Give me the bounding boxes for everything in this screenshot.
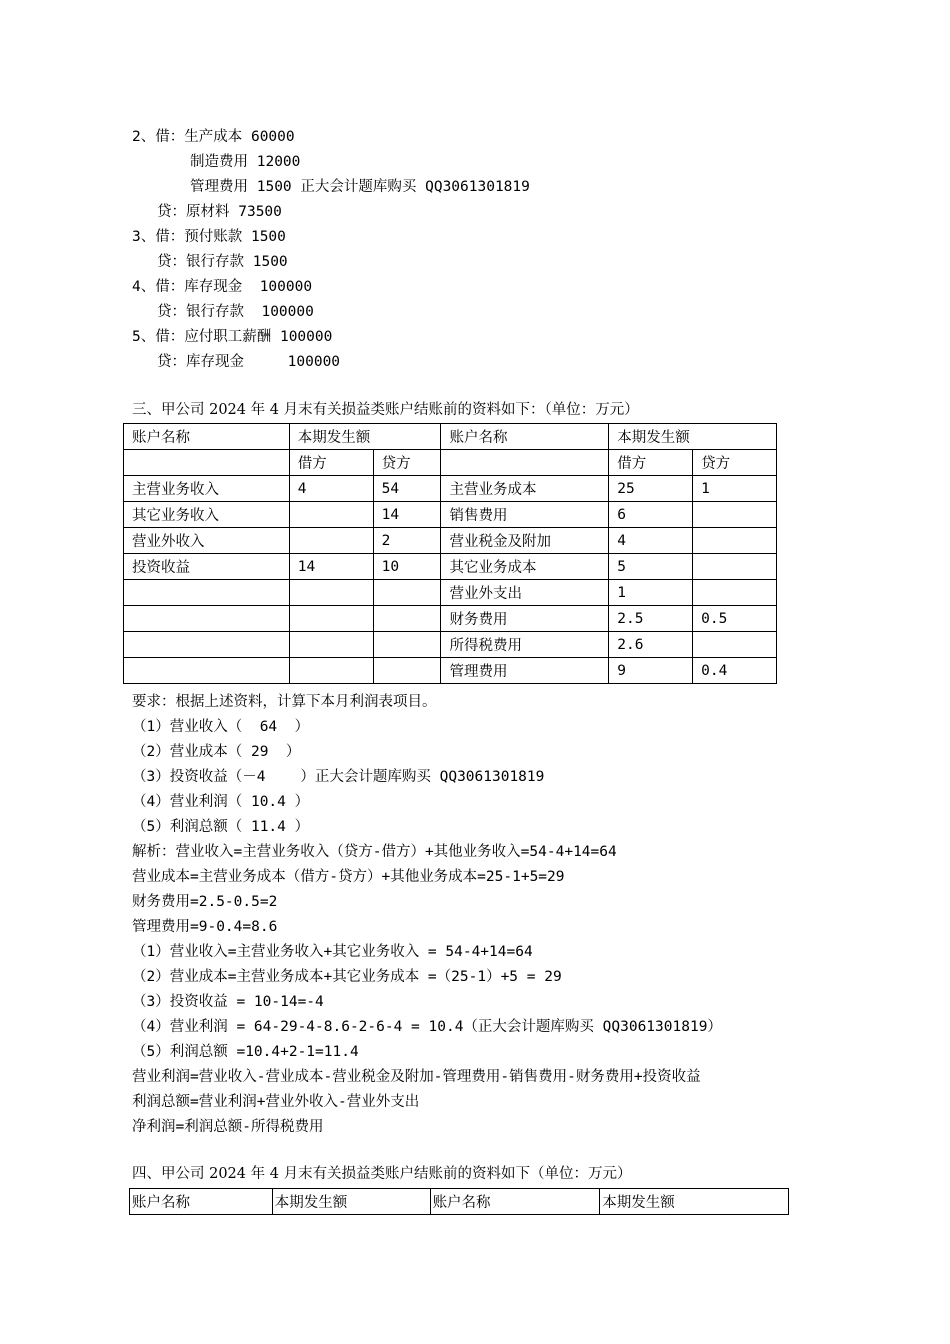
entry-line: 4、借：库存现金 100000 — [132, 279, 313, 295]
answer-line: （5）利润总额 =10.4+2-1=11.4 — [132, 1044, 359, 1060]
answer-line: （2）营业成本=主营业务成本+其它业务成本 =（25-1）+5 = 29 — [132, 969, 562, 985]
cell: 主营业务成本 — [441, 476, 609, 502]
table-row — [124, 632, 777, 658]
table-subheader-row — [124, 450, 777, 476]
col-header: 本期发生额 — [272, 1189, 430, 1215]
answer-line: （1）营业收入=主营业务收入+其它业务收入 = 54-4+14=64 — [132, 944, 533, 960]
answer-line: 管理费用=9-0.4=8.6 — [132, 919, 278, 935]
cell: 9 — [609, 658, 693, 684]
cell — [693, 502, 777, 528]
answer-line: 营业成本=主营业务成本（借方-贷方）+其他业务成本=25-1+5=29 — [132, 869, 565, 885]
entry-line: 贷：库存现金 100000 — [157, 354, 341, 370]
answer-line: （2）营业成本（ 29 ） — [132, 744, 301, 760]
col-header: 本期发生额 — [609, 424, 777, 450]
cell: 投资收益 — [124, 554, 290, 580]
cell: 1 — [693, 476, 777, 502]
cell — [124, 580, 290, 606]
answer-line: 解析：营业收入=主营业务收入（贷方-借方）+其他业务收入=54-4+14=64 — [132, 844, 617, 860]
cell — [693, 632, 777, 658]
table-row — [124, 476, 777, 502]
cell: 10 — [373, 554, 441, 580]
account-table-2 — [129, 1188, 789, 1215]
answer-line: （5）利润总额（ 11.4 ） — [132, 819, 310, 835]
cell: 25 — [609, 476, 693, 502]
entry-line: 贷：原材料 73500 — [157, 204, 282, 220]
col-header: 本期发生额 — [600, 1189, 789, 1215]
table-row — [124, 502, 777, 528]
cell: 4 — [289, 476, 373, 502]
answer-line: （3）投资收益（－4 ）正大会计题库购买 QQ3061301819 — [132, 769, 545, 785]
answer-line: 财务费用=2.5-0.5=2 — [132, 894, 278, 910]
cell: 2.6 — [609, 632, 693, 658]
answer-line: （3）投资收益 = 10-14=-4 — [132, 994, 324, 1010]
table-row — [124, 658, 777, 684]
cell — [124, 632, 290, 658]
answer-line: 净利润=利润总额-所得税费用 — [132, 1119, 324, 1135]
table-header-row — [130, 1189, 789, 1215]
answer-line: （4）营业利润 = 64-29-4-8.6-2-6-4 = 10.4（正大会计题库购买 QQ3061301819） — [132, 1019, 722, 1035]
cell — [373, 606, 441, 632]
table-row — [124, 580, 777, 606]
cell: 其它业务收入 — [124, 502, 290, 528]
cell — [289, 580, 373, 606]
cell — [289, 632, 373, 658]
cell: 所得税费用 — [441, 632, 609, 658]
table-row — [124, 606, 777, 632]
answer-line: 营业利润=营业收入-营业成本-营业税金及附加-管理费用-销售费用-财务费用+投资收益 — [132, 1069, 701, 1085]
cell — [289, 658, 373, 684]
cell — [124, 658, 290, 684]
cell — [693, 580, 777, 606]
cell: 2 — [373, 528, 441, 554]
table-row — [124, 554, 777, 580]
cell: 营业外支出 — [441, 580, 609, 606]
col-subheader: 贷方 — [373, 450, 441, 476]
cell: 销售费用 — [441, 502, 609, 528]
entry-line: 管理费用 1500 正大会计题库购买 QQ3061301819 — [190, 179, 530, 195]
section-heading: 三、甲公司 2024 年 4 月末有关损益类账户结账前的资料如下：（单位：万元） — [132, 402, 639, 418]
cell — [373, 580, 441, 606]
cell — [124, 606, 290, 632]
cell: 其它业务成本 — [441, 554, 609, 580]
entry-line: 贷：银行存款 1500 — [157, 254, 288, 270]
cell: 5 — [609, 554, 693, 580]
col-subheader: 贷方 — [693, 450, 777, 476]
cell: 管理费用 — [441, 658, 609, 684]
cell: 0.5 — [693, 606, 777, 632]
cell: 营业税金及附加 — [441, 528, 609, 554]
entry-line: 制造费用 12000 — [190, 154, 301, 170]
cell: 0.4 — [693, 658, 777, 684]
table-header-row — [124, 424, 777, 450]
col-header: 本期发生额 — [289, 424, 441, 450]
cell: 14 — [289, 554, 373, 580]
cell: 4 — [609, 528, 693, 554]
col-header: 账户名称 — [441, 424, 609, 450]
col-header: 账户名称 — [124, 424, 290, 450]
section-heading: 四、甲公司 2024 年 4 月末有关损益类账户结账前的资料如下（单位：万元） — [132, 1166, 632, 1182]
cell — [289, 502, 373, 528]
cell — [289, 528, 373, 554]
cell: 14 — [373, 502, 441, 528]
entry-line: 3、借：预付账款 1500 — [132, 229, 286, 245]
cell: 主营业务收入 — [124, 476, 290, 502]
col-header: 账户名称 — [130, 1189, 273, 1215]
cell — [693, 528, 777, 554]
col-subheader: 借方 — [609, 450, 693, 476]
entry-line: 5、借：应付职工薪酬 100000 — [132, 329, 333, 345]
account-table — [123, 423, 777, 684]
answer-line: （4）营业利润（ 10.4 ） — [132, 794, 310, 810]
answer-line: 要求：根据上述资料，计算下本月利润表项目。 — [132, 694, 437, 710]
entry-line: 贷：银行存款 100000 — [157, 304, 314, 320]
cell: 财务费用 — [441, 606, 609, 632]
col-subheader: 借方 — [289, 450, 373, 476]
cell — [373, 632, 441, 658]
answer-line: （1）营业收入（ 64 ） — [132, 719, 310, 735]
cell: 6 — [609, 502, 693, 528]
entry-line: 2、借：生产成本 60000 — [132, 129, 295, 145]
cell — [693, 554, 777, 580]
answer-line: 利润总额=营业利润+营业外收入-营业外支出 — [132, 1094, 420, 1110]
cell — [373, 658, 441, 684]
cell — [289, 606, 373, 632]
cell: 1 — [609, 580, 693, 606]
cell: 54 — [373, 476, 441, 502]
col-header: 账户名称 — [430, 1189, 600, 1215]
cell: 2.5 — [609, 606, 693, 632]
table-row — [124, 528, 777, 554]
cell: 营业外收入 — [124, 528, 290, 554]
